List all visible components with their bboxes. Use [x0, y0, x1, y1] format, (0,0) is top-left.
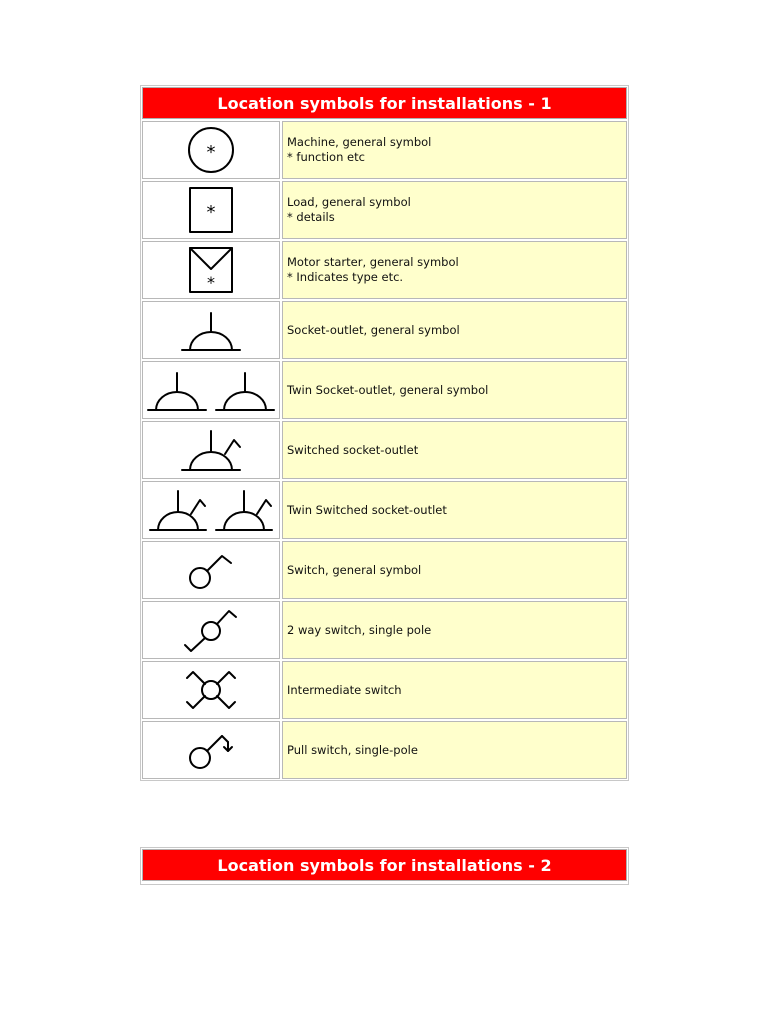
symbol-cell: [142, 421, 280, 479]
switch-symbol-icon: [181, 543, 241, 597]
description-cell: [282, 661, 627, 719]
description-line-2: * Indicates type etc.: [287, 270, 404, 284]
svg-text:*: *: [206, 202, 216, 223]
description-line-1: Switch, general symbol: [287, 562, 422, 577]
twin-switched-socket-outlet-symbol-icon: [146, 483, 276, 537]
table-row: [142, 421, 627, 479]
description-line-1: Motor starter, general symbol: [287, 255, 459, 269]
description-line-1: Twin Socket-outlet, general symbol: [287, 382, 489, 397]
description-cell: [282, 421, 627, 479]
description-cell: [282, 241, 627, 299]
machine-symbol-icon: [181, 123, 241, 177]
description-cell: [282, 601, 627, 659]
description-line-1: Load, general symbol: [287, 195, 411, 209]
symbol-cell: [142, 241, 280, 299]
table-row: [142, 601, 627, 659]
symbol-cell: [142, 721, 280, 779]
description-line-1: Socket-outlet, general symbol: [287, 322, 460, 337]
description-cell: [282, 121, 627, 179]
description-line-1: Intermediate switch: [287, 682, 402, 697]
motor-starter-symbol-icon: [181, 243, 241, 297]
table-row: [142, 241, 627, 299]
symbols-table-2: [140, 847, 629, 885]
symbol-cell: [142, 541, 280, 599]
table-row: [142, 301, 627, 359]
description-line-2: * function etc: [287, 150, 365, 164]
description-line-1: Machine, general symbol: [287, 135, 432, 149]
svg-text:*: *: [206, 142, 216, 163]
table-row: [142, 661, 627, 719]
table-row: [142, 361, 627, 419]
table-row: [142, 121, 627, 179]
description-line-2: * details: [287, 210, 335, 224]
symbol-cell: [142, 181, 280, 239]
description-cell: [282, 181, 627, 239]
pull-switch-symbol-icon: [181, 723, 241, 777]
description-cell: [282, 541, 627, 599]
twin-socket-outlet-symbol-icon: [146, 363, 276, 417]
table-row: [142, 541, 627, 599]
symbol-cell: [142, 661, 280, 719]
svg-text:*: *: [207, 273, 215, 292]
table-row: [142, 481, 627, 539]
two-way-switch-symbol-icon: [179, 603, 243, 657]
symbol-cell: [142, 601, 280, 659]
symbol-cell: [142, 481, 280, 539]
symbol-cell: [142, 301, 280, 359]
description-line-1: 2 way switch, single pole: [287, 622, 432, 637]
description-line-1: Twin Switched socket-outlet: [287, 502, 447, 517]
description-cell: [282, 301, 627, 359]
table-1-header: Location symbols for installations - 1: [142, 87, 627, 119]
description-line-1: Switched socket-outlet: [287, 442, 419, 457]
description-cell: [282, 721, 627, 779]
symbols-table-1: [140, 85, 629, 781]
symbol-cell: [142, 361, 280, 419]
switched-socket-outlet-symbol-icon: [176, 423, 246, 477]
description-line-1: Pull switch, single-pole: [287, 742, 418, 757]
table-2-header: Location symbols for installations - 2: [142, 849, 627, 881]
intermediate-switch-symbol-icon: [179, 663, 243, 717]
load-symbol-icon: [181, 183, 241, 237]
description-cell: [282, 481, 627, 539]
description-cell: [282, 361, 627, 419]
table-row: [142, 181, 627, 239]
table-row: [142, 721, 627, 779]
symbol-cell: [142, 121, 280, 179]
socket-outlet-symbol-icon: [176, 303, 246, 357]
